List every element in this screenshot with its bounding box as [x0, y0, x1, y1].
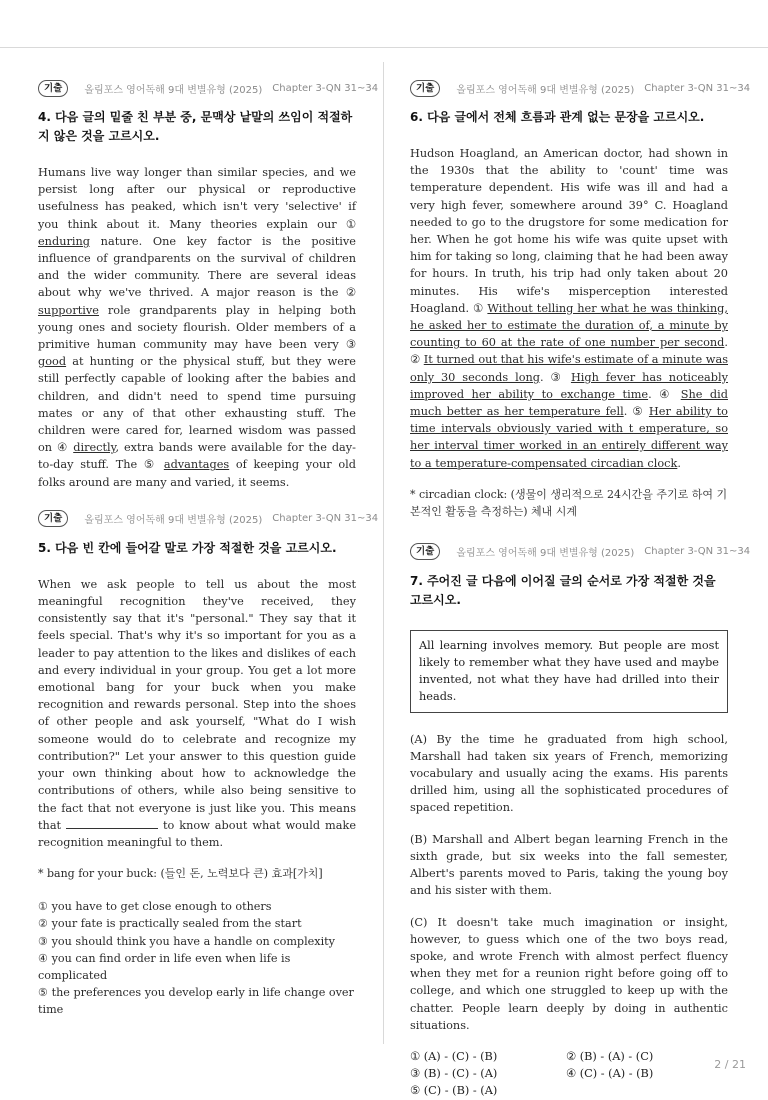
chapter-text: Chapter 3-QN 31~34: [272, 513, 379, 525]
question-6: [410, 78, 751, 520]
underlined-word: supportive: [38, 303, 99, 317]
column-divider: [383, 62, 384, 1044]
passage-text: , extra bands were available for the day-to-day stuff. The ⑤: [38, 441, 356, 472]
underlined-sentence: Her ability to time intervals obviously varied with t emperature, so her interval timer worked in an entirely different way to a temperature-compensated circadian clock: [410, 405, 728, 470]
header-rule: [0, 47, 768, 48]
source-text: 올림포스 영어독해 9대 변별유형 (2025): [84, 84, 263, 96]
exam-badge: 기출: [410, 543, 440, 560]
passage-text: Hudson Hoagland, an American doctor, had shown in the 1930s that the ability to 'count' time was temperature dependent. His wife was ill and had a very high fever, somewhere around 39° C. Hoagland needed to go to the drugstore for some medication for her. When he got home his wife was quite upset with him for taking so long, claiming that he had been away for hours. In truth, his trip had only taken about 20 minutes. His wife's misperception interested Hoagland. ①: [410, 147, 728, 315]
passage-text: Humans live way longer than similar species, and we persist long after our physical or reproductive usefulness has peaked, which isn't very 'selective' if you think about it. Many theories explain our ①: [38, 166, 356, 231]
source-tag: [38, 78, 379, 98]
exam-badge: 기출: [38, 80, 68, 97]
passage-text: nature. One key factor is the positive influence of grandparents on the survival of children and the wider community. There are several ideas about why we've thrived. A major reason is the ②: [38, 234, 356, 300]
exam-badge: 기출: [38, 510, 68, 527]
source-tag: [410, 78, 751, 98]
question-title: 5. 다음 빈 칸에 들어갈 말로 가장 적절한 것을 고르시오.: [38, 540, 337, 555]
question-4: [38, 78, 379, 491]
passage-text: . ⑤: [623, 405, 649, 419]
choice-item[interactable]: ① you have to get close enough to others: [38, 900, 272, 914]
chapter-text: Chapter 3-QN 31~34: [644, 82, 751, 94]
exam-badge: 기출: [410, 80, 440, 97]
passage-text: When we ask people to tell us about the most meaningful recognition they've received, they consistently say that it's "personal." They say that it feels special. That's why it's so important for you as a leader to pay attention to the likes and dislikes of each and every individual in your group. You get a lot more emotional bang for your buck when you make recognition and rewards personal. Step into the shoes of other people and ask yourself, "What do I wish someone would do to celebrate and recognize my contribution?" Let your answer to this question guide your own thinking about how to acknowledge the contributions of others, while also being sensitive to the fact that not everyone is just like you. This means that: [38, 577, 356, 832]
paragraph-a: (A) By the time he graduated from high school, Marshall had taken six years of French, memorizing vocabulary and usually acing the exams. His parents drilled him, using all the sophisticated procedures of spaced repetition.: [410, 732, 728, 815]
footnote: * circadian clock: (생물이 생리적으로 24시간을 주기로 하여 기본적인 활동을 측정하는) 체내 시계: [410, 487, 728, 518]
passage-text: .: [677, 456, 681, 470]
source-text: 올림포스 영어독해 9대 변별유형 (2025): [456, 548, 635, 560]
choice-item[interactable]: ⑤ the preferences you develop early in life change over time: [38, 986, 354, 1017]
answer-blank: [66, 817, 158, 829]
passage: [38, 164, 356, 491]
choice-item[interactable]: ④ you can find order in life even when life is complicated: [38, 951, 291, 982]
choice-item[interactable]: ① (A) - (C) - (B): [410, 1049, 498, 1063]
choice-item[interactable]: ② (B) - (A) - (C): [566, 1049, 654, 1063]
choice-item[interactable]: ③ (B) - (C) - (A): [410, 1067, 498, 1081]
passage-text: . ②: [410, 336, 728, 367]
passage: [38, 576, 356, 851]
left-column: [38, 78, 379, 1019]
underlined-word: directly: [73, 441, 116, 455]
passage-text: . ④: [648, 387, 681, 401]
paragraph-b: (B) Marshall and Albert began learning French in the sixth grade, but six weeks into the fall semester, Albert's parents moved to Paris, taking the young boy and his sister with them.: [410, 832, 728, 898]
passage-text: to know about what would make recognition meaningful to them.: [38, 818, 357, 849]
choice-item[interactable]: ② your fate is practically sealed from the start: [38, 917, 302, 931]
paragraph-c: (C) It doesn't take much imagination or insight, however, to guess which one of the two boys read, spoke, and wrote French with almost perfect fluency when they met for a reunion right before going off to college, and which one struggled to keep up with the chatter. People learn deeply by doing in authentic situations.: [410, 915, 728, 1032]
choice-item[interactable]: ③ you should think you have a handle on complexity: [38, 934, 335, 948]
choice-item[interactable]: ⑤ (C) - (B) - (A): [410, 1084, 498, 1098]
given-text-box: All learning involves memory. But people are most likely to remember what they have used and maybe invented, not what they have had drilled into their heads.: [410, 630, 728, 713]
chapter-text: Chapter 3-QN 31~34: [644, 546, 751, 558]
passage-text: role grandparents play in helping both young ones and society flourish. Older members of a primitive human community may have been very ③: [38, 303, 356, 352]
source-tag: [38, 509, 379, 529]
source-text: 올림포스 영어독해 9대 변별유형 (2025): [84, 515, 263, 527]
chapter-text: Chapter 3-QN 31~34: [272, 82, 379, 94]
source-text: 올림포스 영어독해 9대 변별유형 (2025): [456, 84, 635, 96]
underlined-word: advantages: [163, 458, 230, 472]
choice-item[interactable]: ④ (C) - (A) - (B): [566, 1067, 654, 1081]
source-tag: [410, 542, 751, 562]
passage-text: . ③: [540, 370, 571, 384]
passage-text: of keeping your old folks around are many and varied, it seems.: [38, 458, 357, 489]
passage-text: at hunting or the physical stuff, but they were still perfectly capable of looking after the babies and children, and didn't need to spend time pursuing mates or any of that other exhausting stuff. The children were cared for, learned wisdom was passed on ④: [38, 355, 356, 455]
underlined-sentence: It turned out that his wife's estimate of a minute was only 30 seconds long: [410, 353, 728, 384]
question-title: 6. 다음 글에서 전체 흐름과 관계 없는 문장을 고르시오.: [410, 110, 705, 124]
underlined-sentence: She did much better as her temperature fell: [410, 387, 728, 419]
underlined-sentence: High fever has noticeably improved her ability to exchange time: [410, 370, 729, 401]
question-5: [38, 509, 379, 1019]
page-number: 2 / 21: [714, 1058, 746, 1071]
answer-choices: [410, 1048, 728, 1100]
footnote: * bang for your buck: (들인 돈, 노력보다 큰) 효과[가치]: [38, 867, 323, 881]
answer-choices: [38, 898, 356, 1018]
underlined-word: enduring: [38, 234, 90, 248]
underlined-sentence: Without telling her what he was thinking, he asked her to estimate the duration of, a minute by counting to 60 at the rate of one number per second: [410, 301, 728, 350]
passage: [410, 145, 728, 472]
question-title: 7. 주어진 글 다음에 이어질 글의 순서로 가장 적절한 것을 고르시오.: [410, 573, 716, 607]
question-title: 4. 다음 글의 밑줄 친 부분 중, 문맥상 낱말의 쓰임이 적절하지 않은 것을 고르시오.: [38, 110, 353, 143]
underlined-word: good: [38, 355, 67, 369]
